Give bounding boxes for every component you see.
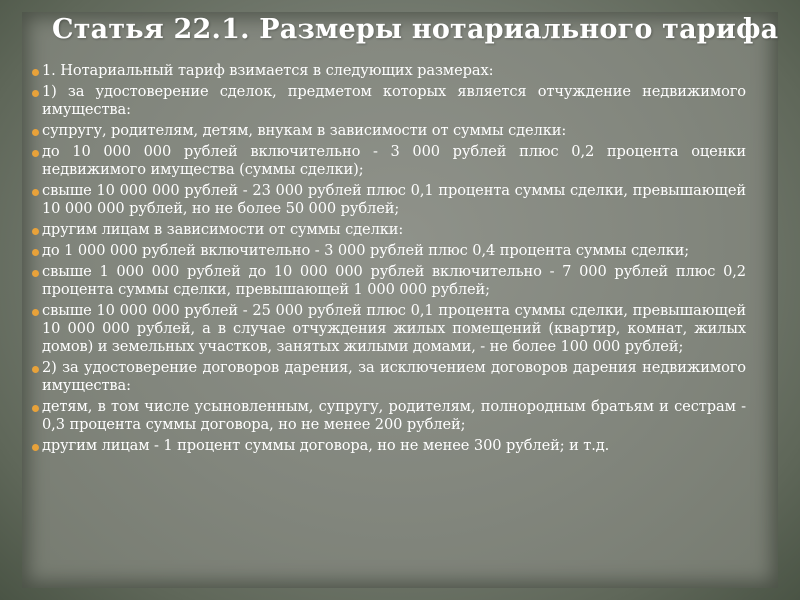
list-item [32, 263, 746, 299]
list-item-text: свыше 10 000 000 рублей - 25 000 рублей плюс 0,1 процента суммы сделки, превышающей 10 000 000 рублей, а в случае отчуждения жилых помещений (квартир, комнат, жилых домов) и земельных участков, занятых жилыми домами, - не более 100 000 рублей; [42, 302, 746, 355]
list-item-text: детям, в том числе усыновленным, супругу, родителям, полнородным братьям и сестрам - 0,3 процента суммы договора, но не менее 200 рублей; [42, 398, 746, 433]
bullet-icon [32, 90, 39, 97]
bullet-icon [32, 309, 39, 316]
list-item [32, 62, 746, 80]
list-item-text: 1. Нотариальный тариф взимается в следующих размерах: [42, 62, 494, 79]
list-item [32, 83, 746, 119]
list-item-text: другим лицам - 1 процент суммы договора, но не менее 300 рублей; и т.д. [42, 437, 610, 454]
list-item-text: свыше 10 000 000 рублей - 23 000 рублей плюс 0,1 процента суммы сделки, превышающей 10 000 000 рублей, но не более 50 000 рублей; [42, 182, 746, 217]
list-item-text: другим лицам в зависимости от суммы сделки: [42, 221, 404, 238]
list-item-text: 2) за удостоверение договоров дарения, за исключением договоров дарения недвижимого имущества: [42, 359, 746, 394]
list-item [32, 302, 746, 356]
list-item-text: до 10 000 000 рублей включительно - 3 000 рублей плюс 0,2 процента оценки недвижимого имущества (суммы сделки); [42, 143, 746, 178]
slide-title: Статья 22.1. Размеры нотариального тарифа [52, 14, 779, 45]
bullet-icon [32, 249, 39, 256]
list-item [32, 182, 746, 218]
bullet-icon [32, 405, 39, 412]
bullet-icon [32, 270, 39, 277]
list-item-text: 1) за удостоверение сделок, предметом которых является отчуждение недвижимого имущества: [42, 83, 746, 118]
bullet-icon [32, 444, 39, 451]
bullet-icon [32, 129, 39, 136]
bullet-icon [32, 150, 39, 157]
list-item-text: до 1 000 000 рублей включительно - 3 000 рублей плюс 0,4 процента суммы сделки; [42, 242, 690, 259]
list-item [32, 122, 746, 140]
list-item [32, 437, 746, 455]
list-item [32, 359, 746, 395]
bullet-icon [32, 189, 39, 196]
bullet-icon [32, 228, 39, 235]
list-item [32, 221, 746, 239]
list-item-text: свыше 1 000 000 рублей до 10 000 000 рублей включительно - 7 000 рублей плюс 0,2 процента суммы сделки, превышающей 1 000 000 рублей; [42, 263, 746, 298]
bullet-icon [32, 366, 39, 373]
bullet-list [32, 62, 746, 458]
list-item [32, 398, 746, 434]
list-item-text: супругу, родителям, детям, внукам в зависимости от суммы сделки: [42, 122, 567, 139]
list-item [32, 242, 746, 260]
list-item [32, 143, 746, 179]
bullet-icon [32, 69, 39, 76]
